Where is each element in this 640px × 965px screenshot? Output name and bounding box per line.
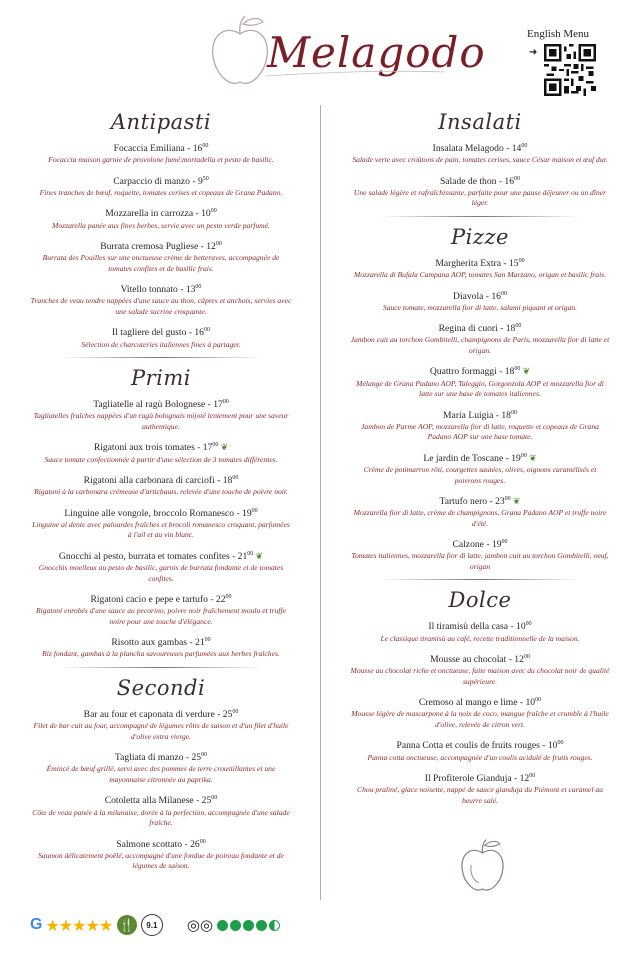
- section-title: Antipasti: [110, 110, 212, 134]
- menu-item: [30, 749, 292, 785]
- menu-item-price-cents: 00: [515, 323, 522, 330]
- menu-item-name-text: Salade de thon - 16: [439, 175, 515, 187]
- menu-item-price-cents: 00: [202, 143, 209, 149]
- menu-item: [30, 238, 292, 274]
- menu-item-name-text: Tagliatelle al ragù Bolognese - 17: [93, 399, 223, 411]
- menu-item: [30, 472, 292, 498]
- section-title: Pizze: [451, 224, 509, 249]
- menu-item-price-cents: 00: [225, 594, 232, 601]
- menu-item-description: Mozzarella panée aux fines herbes, servie avec un pesto verde parfumé.: [52, 220, 270, 230]
- tripadvisor-rating-dots: [217, 920, 282, 931]
- menu-item: [30, 173, 292, 199]
- menu-item-description: Panna cotta onctueuse, accompagnée d'un coulis acidulé de fruits rouges.: [367, 752, 593, 762]
- menu-item-price-cents: 00: [520, 452, 527, 459]
- menu-item-description: Burrata des Pouilles sur une onctueuse crème de betteraves, accompagnée de tomates confites et de basilic frais.: [42, 253, 280, 273]
- section-divider: [380, 216, 580, 217]
- menu-item-price-cents: 00: [203, 327, 210, 334]
- menu-item-name: [30, 792, 292, 807]
- menu-item-description: Côte de veau panée à la milanaise, dorée à la perfection, accompagnée d'une salade fraîche.: [32, 807, 290, 827]
- menu-item-description: Sauce tomate, mozzarella fior di latte, salami piquant et origan.: [382, 302, 578, 312]
- menu-item: [350, 618, 610, 644]
- menu-item-description: Riz fondant, gambas à la plancha savoureuses parfumées aux herbes fraîches.: [42, 649, 280, 659]
- column-divider: [320, 105, 321, 900]
- menu-item: [30, 205, 292, 231]
- section-divider: [60, 667, 262, 668]
- menu-item-description: Focaccia maison garnie de provolone fumé,mortadella et pesto de basilic.: [48, 155, 274, 165]
- vegetarian-leaf-icon: ❦: [520, 366, 531, 377]
- menu-item-description: Une salade légère et rafraîchissante, parfaite pour une pause déjeuner ou un dîner léger.: [353, 187, 607, 208]
- menu-item-name: [30, 173, 292, 188]
- menu-item: [350, 651, 610, 687]
- menu-item-description: Rigatoni enrobés d'une sauce au pecorino, poivre noir fraîchement moulu et truffe noire pour une touche d'élégance.: [36, 606, 286, 626]
- menu-item-price-cents: 00: [199, 838, 206, 845]
- menu-item: [30, 140, 292, 166]
- menu-item: [350, 536, 610, 572]
- section-title: Primi: [130, 366, 191, 391]
- menu-item: [30, 505, 292, 541]
- menu-item-name: [350, 450, 610, 465]
- menu-item-price-cents: 00: [501, 539, 508, 546]
- menu-item-description: Mousse au chocolat riche et onctueuse, faite maison avec du chocolat noir de qualité supérieure.: [350, 666, 610, 686]
- menu-item-price-cents: 50: [202, 175, 209, 182]
- menu-item: [350, 407, 610, 443]
- apple-icon: [205, 14, 275, 94]
- qr-code-icon[interactable]: [544, 44, 596, 96]
- right-column: [350, 108, 610, 813]
- menu-item-name-text: Diavola - 16: [453, 290, 501, 302]
- vegetarian-leaf-icon: ❦: [218, 442, 229, 453]
- google-icon: G: [30, 916, 43, 933]
- menu-item-description: Sélection de charcuteries italiennes fines à partager.: [81, 339, 241, 349]
- menu-item-name-text: Mozzarella in carrozza - 10: [105, 208, 211, 220]
- left-column: [30, 108, 292, 879]
- menu-item-price-cents: 00: [500, 290, 507, 297]
- menu-item: [350, 320, 610, 356]
- menu-item-name: [30, 749, 292, 764]
- menu-item-price-cents: 00: [529, 773, 536, 780]
- menu-item-name-text: Carpaccio di manzo - 9: [113, 175, 203, 187]
- menu-item-description: Saumon délicatement poêlé, accompagné d'une fondue de poireau fondante et de légumes de saison.: [38, 850, 284, 871]
- menu-item: [30, 591, 292, 627]
- menu-item-name: [30, 205, 292, 220]
- menu-item-price-cents: 00: [518, 257, 525, 264]
- menu-item-name-text: Panna Cotta et coulis de fruits rouges - 10: [396, 740, 558, 752]
- menu-item-name: [30, 472, 292, 487]
- menu-item-name: [350, 288, 610, 303]
- section-divider: [60, 357, 262, 358]
- menu-item-name: [350, 363, 610, 378]
- menu-item-name-text: Il Profiterole Gianduja - 12: [424, 773, 530, 785]
- menu-item-name: [350, 407, 610, 422]
- menu-item-name-text: Bar au four et caponata di verdure - 25: [83, 709, 233, 721]
- menu-item-name-text: Insalata Melagodo - 14: [432, 143, 522, 155]
- menu-item-description: Sauce tomate confectionnée à partir d'une sélection de 3 tomates différentes.: [44, 454, 278, 464]
- menu-item-name-text: Margherita Extra - 15: [435, 258, 519, 270]
- menu-item-description: Gnocchis moelleux au pesto de basilic, garnis de burrata fondante et de tomates confites.: [38, 563, 284, 583]
- menu-item-name: [30, 439, 292, 454]
- menu-item-name: [30, 396, 292, 411]
- menu-item: [350, 694, 610, 730]
- menu-item-name-text: Salmone scottato - 26: [116, 838, 200, 850]
- menu-item-price-cents: 00: [210, 208, 217, 215]
- menu-item-name: [350, 536, 610, 551]
- menu-item-name: [30, 634, 292, 649]
- menu-item-name: [350, 737, 610, 752]
- fork-knife-icon: 🍴: [117, 915, 137, 935]
- menu-item-name: [30, 836, 292, 851]
- menu-item-name: [30, 548, 292, 563]
- menu-item-description: Linguine al dente avec palourdes fraîches et brocoli romanesco croquant, parfumées à l'ail et au vin blanc.: [32, 519, 290, 540]
- section-title: Dolce: [448, 588, 512, 613]
- menu-item-name-text: Vitello tonnato - 13: [120, 284, 196, 296]
- apple-icon: [455, 838, 510, 898]
- menu-item-description: Filet de bar cuit au four, accompagné de légumes rôtis de saison et d'un filet d'huile d'olive extra vierge.: [33, 721, 289, 741]
- menu-item-price-cents: 00: [232, 708, 239, 715]
- menu-item-name: [30, 281, 292, 296]
- menu-item-name-text: Quattro formaggi - 18: [429, 366, 515, 378]
- english-menu-qr[interactable]: [527, 28, 597, 58]
- menu-item: [350, 140, 610, 166]
- menu-item-name: [350, 493, 610, 508]
- menu-item-name-text: Gnocchi al pesto, burrata et tomates confites - 21: [58, 551, 248, 563]
- menu-item-description: Salade verte avec croûtons de pain, tomates cerises, sauce César maison et œuf dur.: [352, 155, 608, 165]
- vegetarian-leaf-icon: ❦: [510, 496, 521, 507]
- section-title: Secondi: [116, 675, 206, 700]
- menu-item: [350, 770, 610, 806]
- menu-item-price-cents: 00: [521, 143, 528, 149]
- menu-item: [30, 634, 292, 660]
- menu-item-description: Jambon de Parme AOP, mozzarella fior di latte, roquette et copeaux de Grana Padano AOP sur une base tomate.: [361, 421, 599, 442]
- menu-item-description: Crème de potimarron rôti, courgettes sautées, olives, oignons caramélisés et poivrons rouges.: [363, 465, 597, 485]
- menu-item-price-cents: 00: [211, 795, 218, 802]
- menu-item-name-text: Le jardin de Toscane - 19: [423, 453, 521, 464]
- menu-item-name-text: Regina di cuori - 18: [438, 323, 516, 335]
- menu-item-name-text: Rigatoni alla carbonara di carciofi - 18: [83, 475, 233, 487]
- vegetarian-leaf-icon: ❦: [253, 551, 264, 562]
- menu-item: [350, 173, 610, 209]
- menu-item-description: Jambon cuit au torchon Gombitelli, champignons de Paris, mozzarella fior di latte et origan.: [350, 335, 610, 355]
- google-rating-stars: ★★★★★: [45, 915, 113, 935]
- menu-item-name-text: Calzone - 19: [452, 539, 502, 551]
- menu-item: [30, 396, 292, 432]
- menu-item: [30, 836, 292, 872]
- menu-item-description: Émincé de bœuf grillé, servi avec des pommes de terre croustillantes et une mayonnaise citronnée au paprika.: [46, 764, 276, 784]
- menu-item-price-cents: 00: [251, 507, 258, 514]
- menu-item-name-text: Il tiramisù della casa - 10: [428, 621, 526, 633]
- menu-item-name: [30, 706, 292, 721]
- vegetarian-leaf-icon: ❦: [526, 453, 537, 463]
- menu-item: [30, 439, 292, 465]
- arrow-right-icon: ➜: [529, 47, 538, 58]
- menu-item-description: Fines tranches de bœuf, roquette, tomates cerises et copeaux de Grana Padano.: [39, 187, 283, 197]
- menu-item-description: Mozzarella fior di latte, crème de champignons, Grana Padano AOP et truffe noire d'été.: [353, 508, 607, 528]
- menu-item-name: [350, 651, 610, 666]
- menu-item-name: [350, 618, 610, 633]
- menu-item-name: [30, 324, 292, 339]
- menu-item-description: Chou praliné, glace noisette, nappé de sauce gianduja du Piémont et caramel au beurre salé.: [357, 785, 603, 805]
- menu-item-name-text: Burrata cremosa Pugliese - 12: [100, 241, 216, 253]
- menu-item-name: [350, 694, 610, 709]
- menu-item-price-cents: 00: [504, 496, 511, 502]
- menu-item: [30, 281, 292, 317]
- menu-item: [30, 792, 292, 828]
- section-title: Insalati: [438, 110, 522, 134]
- menu-item-name: [30, 140, 292, 155]
- menu-item-price-cents: 00: [523, 654, 530, 661]
- menu-item-price-cents: 00: [510, 409, 517, 416]
- menu-item-name-text: Tagliata di manzo - 25: [114, 752, 202, 764]
- menu-item-price-cents: 00: [215, 241, 222, 248]
- menu-item-name-text: Maria Luigia - 18: [443, 409, 511, 421]
- menu-item: [350, 255, 610, 281]
- menu-item-price-cents: 00: [514, 175, 521, 182]
- menu-item-name-text: Cremoso al mango e lime - 10: [418, 697, 536, 709]
- menu-item-name: [350, 173, 610, 188]
- menu-item-name-text: Rigatoni cacio e pepe e tartufo - 22: [90, 594, 226, 606]
- menu-item: [350, 363, 610, 399]
- menu-item-name: [350, 320, 610, 335]
- menu-item-name-text: Cotoletta alla Milanese - 25: [104, 795, 212, 807]
- tripadvisor-owl-icon: ◎◎: [186, 916, 214, 934]
- menu-item-name: [30, 505, 292, 520]
- menu-item-price-cents: 00: [525, 621, 532, 628]
- menu-item-price-cents: 00: [514, 366, 521, 373]
- menu-item: [30, 548, 292, 584]
- menu-item: [30, 706, 292, 742]
- menu-item-description: Tomates italiennes, mozzarella fior di latte, jambon cuit au torchon Gombitelli, oeuf, origan: [351, 551, 609, 571]
- menu-item-price-cents: 00: [535, 697, 542, 704]
- menu-item-description: Mélange de Grana Padano AOP, Taleggio, Gorgonzola AOP et mozzarella fior di latte sur une base de tomates italiennes.: [356, 378, 604, 399]
- menu-item-description: Tranches de veau tendre nappées d'une sauce au thon, câpres et anchois, servies avec une salade sucrine croquante.: [30, 296, 292, 316]
- english-menu-label: English Menu: [527, 28, 590, 40]
- ratings-footer: [30, 910, 282, 940]
- menu-item-name-text: Mousse au chocolat - 12: [430, 654, 524, 666]
- menu-item-name-text: Risotto aux gambas - 21: [111, 637, 205, 649]
- menu-item-price-cents: 00: [204, 637, 211, 644]
- menu-item: [350, 493, 610, 529]
- menu-item-price-cents: 00: [201, 752, 208, 759]
- menu-item-name: [30, 591, 292, 606]
- menu-item-name-text: Linguine alle vongole, broccolo Romanesco - 19: [64, 507, 252, 519]
- menu-item-name: [350, 255, 610, 270]
- menu-item-name-text: Il tagliere del gusto - 16: [112, 327, 204, 339]
- menu-item: [350, 737, 610, 763]
- menu-item-price-cents: 00: [247, 550, 254, 557]
- menu-item-description: Mozzarella di Bufala Campana AOP, tomates San Marzano, origan et basilic frais.: [353, 270, 607, 280]
- menu-item-name: [30, 238, 292, 253]
- menu-item-name-text: Focaccia Emiliana - 16: [113, 143, 203, 155]
- menu-item-name-text: Tartufo nero - 23: [439, 496, 505, 508]
- menu-item-name-text: Rigatoni aux trois tomates - 17: [93, 442, 213, 454]
- menu-item: [30, 324, 292, 350]
- score-badge: 9.1: [141, 914, 163, 936]
- brand-logo: [205, 14, 486, 94]
- menu-item-price-cents: 00: [232, 475, 239, 481]
- menu-item-description: Le classique tiramisù au café, recette traditionnelle de la maison.: [380, 633, 580, 643]
- brand-name: Melagodo: [267, 28, 486, 77]
- menu-item-description: Tagliatelles fraîches nappées d'un ragù bolognais mijoté lentement pour une saveur authentique.: [33, 411, 289, 431]
- menu-item-price-cents: 00: [212, 442, 219, 449]
- menu-item-description: Rigatoni à la carbonara crémeuse d'artichauts, relevée d'une touche de poivre noir.: [34, 487, 288, 497]
- menu-item: [350, 450, 610, 486]
- menu-item-price-cents: 00: [195, 284, 202, 291]
- menu-item-price-cents: 00: [557, 740, 564, 747]
- section-divider: [380, 579, 580, 580]
- menu-item-price-cents: 00: [222, 399, 229, 406]
- menu-item-name: [350, 140, 610, 155]
- menu-item-name: [350, 770, 610, 785]
- menu-item: [350, 288, 610, 314]
- menu-item-description: Mousse légère de mascarpone à la noix de coco, mangue fraîche et crumble à l'huile d'olive, relevée de citron vert.: [351, 709, 609, 729]
